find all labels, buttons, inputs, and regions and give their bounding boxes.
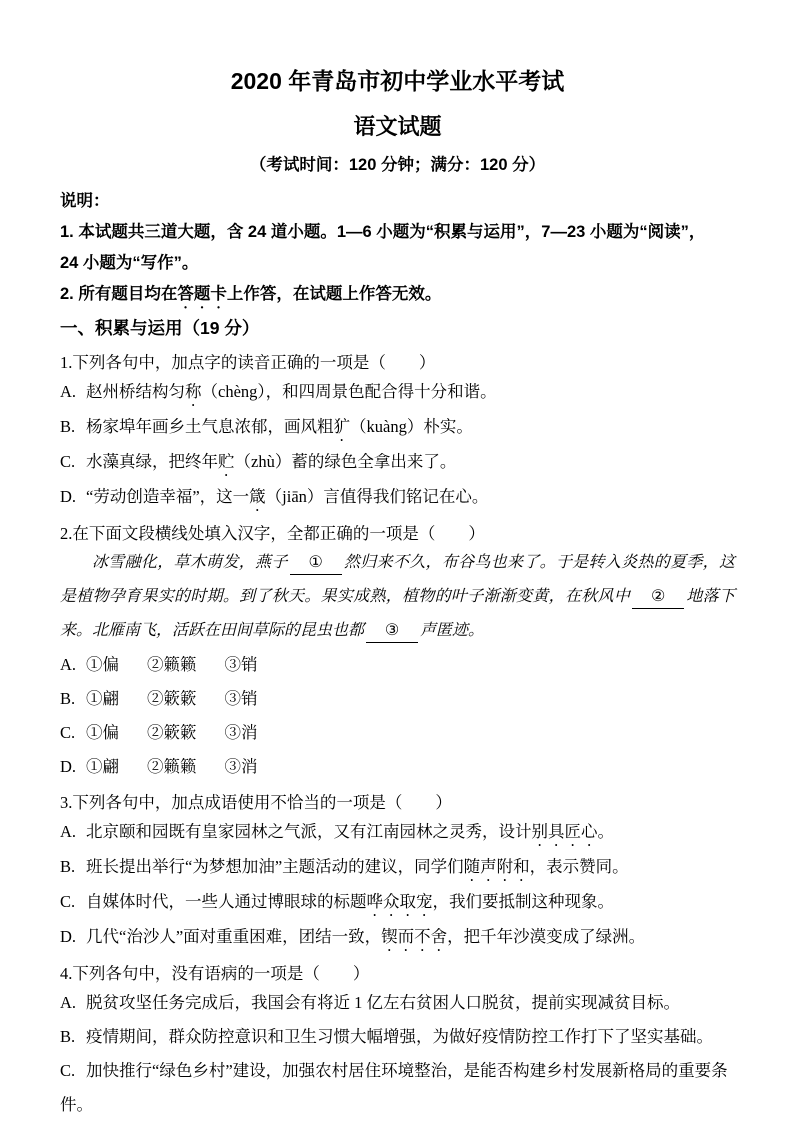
fill-in-blank: ①	[290, 552, 342, 575]
text-run: （kuàng）朴实。	[350, 417, 473, 436]
option-row	[60, 445, 735, 480]
option-label: C.	[60, 892, 76, 911]
text-run: 加快推行“绿色乡村”建设，加强农村居住环境整治，是能否构建乡村发展新格局的重要条件。	[60, 1061, 728, 1114]
emphasis-dotted-text: 锲而不舍	[381, 927, 448, 946]
question-stem: 2.在下面文段横线处填入汉字，全都正确的一项是（ ）	[60, 524, 485, 543]
text-run: 1. 本试题共三道大题，含 24 道小题。1—6 小题为“积累与运用”，7—23 小题为“阅读”，	[60, 223, 706, 241]
text-run: 北京颐和园既有皇家园林之气派，又有江南园林之灵秀，设计	[86, 822, 532, 841]
option-label: B.	[60, 857, 76, 876]
option-row	[60, 885, 735, 920]
note-line	[60, 279, 735, 312]
exam-meta-info: （考试时间：120 分钟；满分：120 分）	[249, 156, 546, 174]
text-run: 杨家埠年画乡土气息浓郁，画风粗	[86, 417, 334, 436]
question-stem: 3.下列各句中，加点成语使用不恰当的一项是（ ）	[60, 793, 452, 812]
questions-area	[60, 350, 735, 1122]
option-row	[60, 682, 735, 716]
text-run: 2. 所有题目均在	[60, 285, 178, 303]
option-column: ②籁籁	[147, 655, 197, 674]
emphasis-dotted-text: 犷	[333, 417, 350, 436]
emphasis-dotted-text: 哗众取宠	[366, 892, 433, 911]
text-run: 水藻真绿，把终年	[86, 452, 218, 471]
option-row	[60, 410, 735, 445]
option-label: B.	[60, 689, 76, 708]
text-run: （chèng），和四周景色配合得十分和谐。	[201, 382, 497, 401]
text-run: ③销	[224, 655, 258, 674]
fill-in-blank: ②	[632, 586, 684, 609]
notes-section	[60, 186, 735, 312]
text-run: ③消	[224, 723, 258, 742]
text-run: （jiān）言值得我们铭记在心。	[265, 487, 489, 506]
text-run: ，表示赞同。	[529, 857, 629, 876]
option-row	[60, 375, 735, 410]
text-run: 自媒体时代，一些人通过博眼球的标题	[86, 892, 367, 911]
exam-title: 2020 年青岛市初中学业水平考试	[230, 68, 565, 94]
option-label: B.	[60, 417, 76, 436]
text-run: 脱贫攻坚任务完成后，我国会有将近 1 亿左右贫困人口脱贫，提前实现减贫目标。	[86, 993, 680, 1012]
option-column: ①翩	[86, 689, 119, 708]
option-column: ②簌簌	[147, 689, 197, 708]
text-run: 上作答，在试题上作答无效。	[226, 285, 442, 303]
notes-lines	[60, 217, 735, 312]
text-run: （zhù）蓄的绿色全拿出来了。	[234, 452, 457, 471]
emphasis-dotted-text: 答题卡	[177, 285, 227, 303]
option-column: ①偏	[86, 723, 119, 742]
emphasis-dotted-text: 贮	[218, 452, 235, 471]
emphasis-dotted-text: 随声附和	[463, 857, 530, 876]
text-run: 。	[597, 822, 614, 841]
option-row	[60, 986, 735, 1020]
option-label: D.	[60, 757, 77, 776]
option-column: ②籁籁	[147, 757, 197, 776]
exam-subject-title: 语文试题	[353, 114, 442, 139]
option-label: A.	[60, 822, 77, 841]
text-run: “劳动创造幸福”，这一	[86, 487, 250, 506]
option-row	[60, 815, 735, 850]
option-column: ①偏	[86, 655, 119, 674]
option-label: C.	[60, 723, 76, 742]
option-label: D.	[60, 927, 77, 946]
question-stem: 4.下列各句中，没有语病的一项是（ ）	[60, 964, 370, 983]
option-label: A.	[60, 382, 77, 401]
option-column: ①翩	[86, 757, 119, 776]
option-label: B.	[60, 1027, 76, 1046]
option-label: C.	[60, 452, 76, 471]
question-passage	[60, 546, 735, 648]
text-run: 声匿迹。	[420, 622, 485, 639]
option-row	[60, 716, 735, 750]
text-run: ，我们要抵制这种现象。	[432, 892, 614, 911]
option-row	[60, 648, 735, 682]
option-column: ②簌簌	[147, 723, 197, 742]
text-run: 班长提出举行“为梦想加油”主题活动的建议，同学们	[86, 857, 464, 876]
option-row	[60, 750, 735, 784]
emphasis-dotted-text: 别具匠心	[531, 822, 598, 841]
note-line	[60, 217, 735, 248]
text-run: ③销	[224, 689, 258, 708]
question-stem: 1.下列各句中，加点字的读音正确的一项是（ ）	[60, 353, 436, 372]
section-heading: 一、积累与运用（19 分）	[60, 318, 260, 338]
option-row	[60, 1054, 735, 1122]
fill-in-blank: ③	[366, 620, 418, 643]
option-row	[60, 920, 735, 955]
option-row	[60, 1020, 735, 1054]
option-label: D.	[60, 487, 77, 506]
option-label: A.	[60, 655, 77, 674]
text-run: ③消	[224, 757, 258, 776]
text-run: 地落下来。北雁南飞，活跃在田间草际的昆虫也都	[60, 588, 735, 639]
option-label: A.	[60, 993, 77, 1012]
emphasis-dotted-text: 称	[185, 382, 202, 401]
option-label: C.	[60, 1061, 76, 1080]
text-run: 疫情期间，群众防控意识和卫生习惯大幅增强，为做好疫情防控工作打下了坚实基础。	[86, 1027, 713, 1046]
text-run: 赵州桥结构匀	[86, 382, 185, 401]
emphasis-dotted-text: 箴	[249, 487, 266, 506]
text-run: 冰雪融化，草木萌发，燕子	[92, 554, 288, 571]
text-run: ，把千年沙漠变成了绿洲。	[447, 927, 646, 946]
text-run: 几代“治沙人”面对重重困难，团结一致，	[86, 927, 382, 946]
option-row	[60, 480, 735, 515]
text-run: 然归来不久，布谷鸟也来了。于是转入炎热的夏季，这是植物孕育果实的时期。到了秋天。果实成熟，植物的叶子渐渐变黄，在秋风中	[60, 554, 735, 605]
option-row	[60, 850, 735, 885]
notes-label: 说明：	[60, 192, 110, 210]
note-line	[60, 248, 735, 279]
text-run: 24 小题为“写作”。	[60, 254, 199, 272]
